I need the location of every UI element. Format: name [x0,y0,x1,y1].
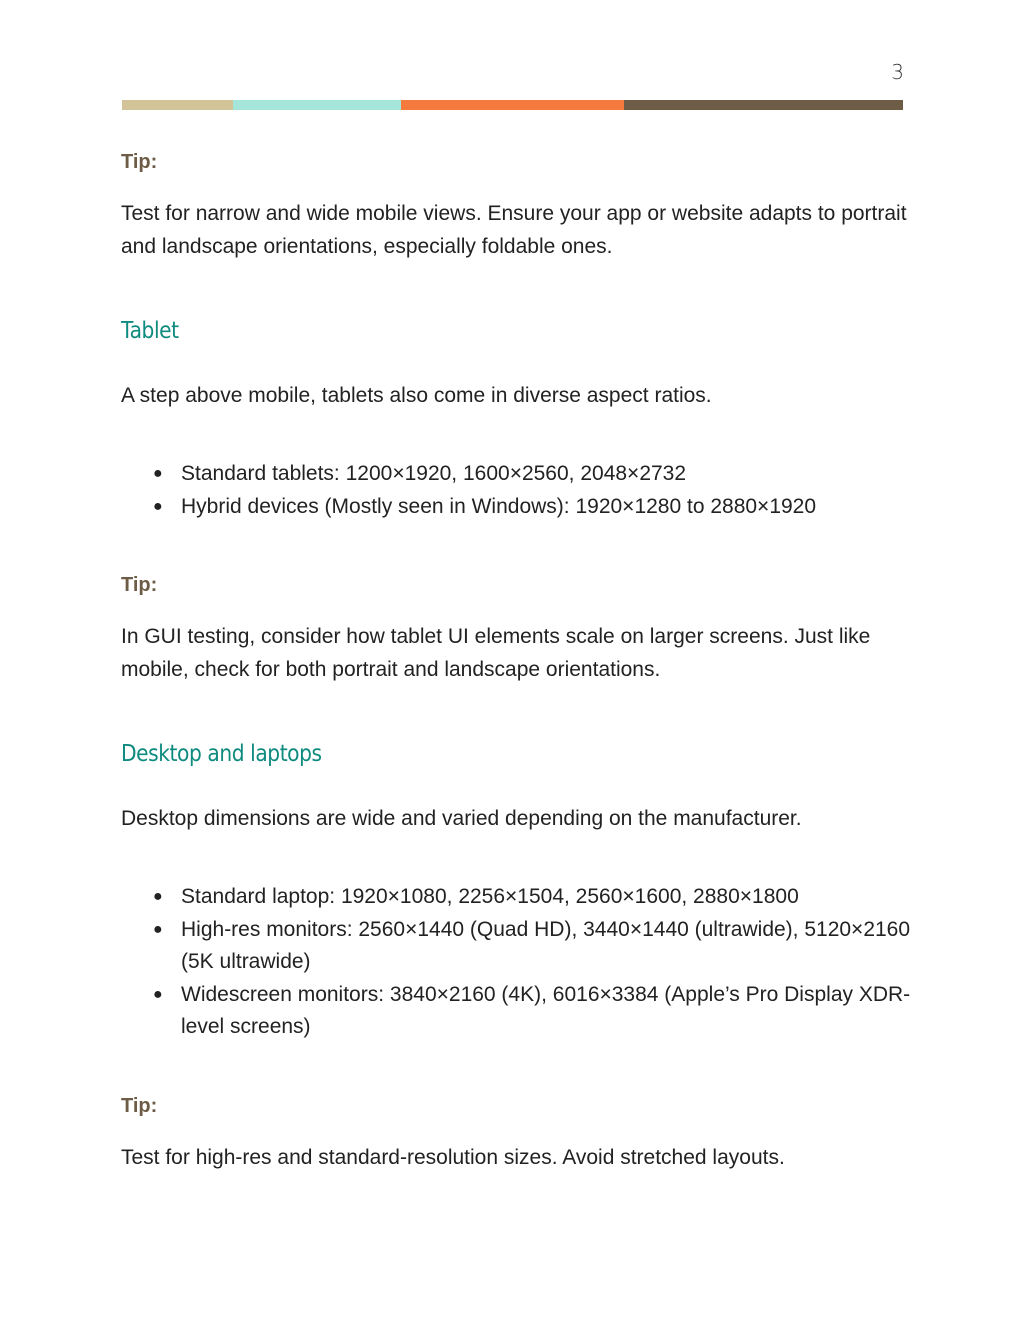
bullet-icon: ● [153,985,163,1003]
list-item: ● Hybrid devices (Mostly seen in Windows): 1920×1280 to 2880×1920 [121,491,911,524]
tip-text: Test for narrow and wide mobile views. Ensure your app or website adapts to portrait and landscape orientations, especially foldable ones. [121,202,907,258]
section-heading-tablet: Tablet [121,318,179,344]
color-bar-segment-tan [122,100,233,110]
color-bar-segment-mint [233,100,401,110]
tip-label: Tip: [121,1095,158,1117]
desktop-intro: Desktop dimensions are wide and varied depending on the manufacturer. [121,807,802,830]
tablet-bullet-list [121,458,911,523]
bullet-icon: ● [153,465,163,482]
tip-label: Tip: [121,574,158,596]
tip-text: In GUI testing, consider how tablet UI elements scale on larger screens. Just like mobile, check for both portrait and landscape orientations. [121,625,871,681]
list-item: ● Standard laptop: 1920×1080, 2256×1504, 2560×1600, 2880×1800 [121,881,911,914]
list-item: ● Standard tablets: 1200×1920, 1600×2560, 2048×2732 [121,458,911,491]
color-bar-segment-orange [401,100,624,110]
bullet-icon: ● [153,497,163,515]
list-item: ● High-res monitors: 2560×1440 (Quad HD), 3440×1440 (ultrawide), 5120×2160 (5K ultrawide) [121,914,911,979]
list-item: ● Widescreen monitors: 3840×2160 (4K), 6016×3384 (Apple’s Pro Display XDR-level screens) [121,979,911,1044]
page-number: 3 [891,60,904,84]
bullet-icon: ● [153,920,163,938]
header-color-bar [122,100,903,110]
color-bar-segment-brown [624,100,903,110]
bullet-icon: ● [153,888,163,905]
tablet-intro: A step above mobile, tablets also come in diverse aspect ratios. [121,384,712,407]
tip-label: Tip: [121,151,158,173]
desktop-bullet-list [121,881,911,1044]
tip-text: Test for high-res and standard-resolution sizes. Avoid stretched layouts. [121,1146,785,1169]
section-heading-desktop: Desktop and laptops [121,741,322,767]
